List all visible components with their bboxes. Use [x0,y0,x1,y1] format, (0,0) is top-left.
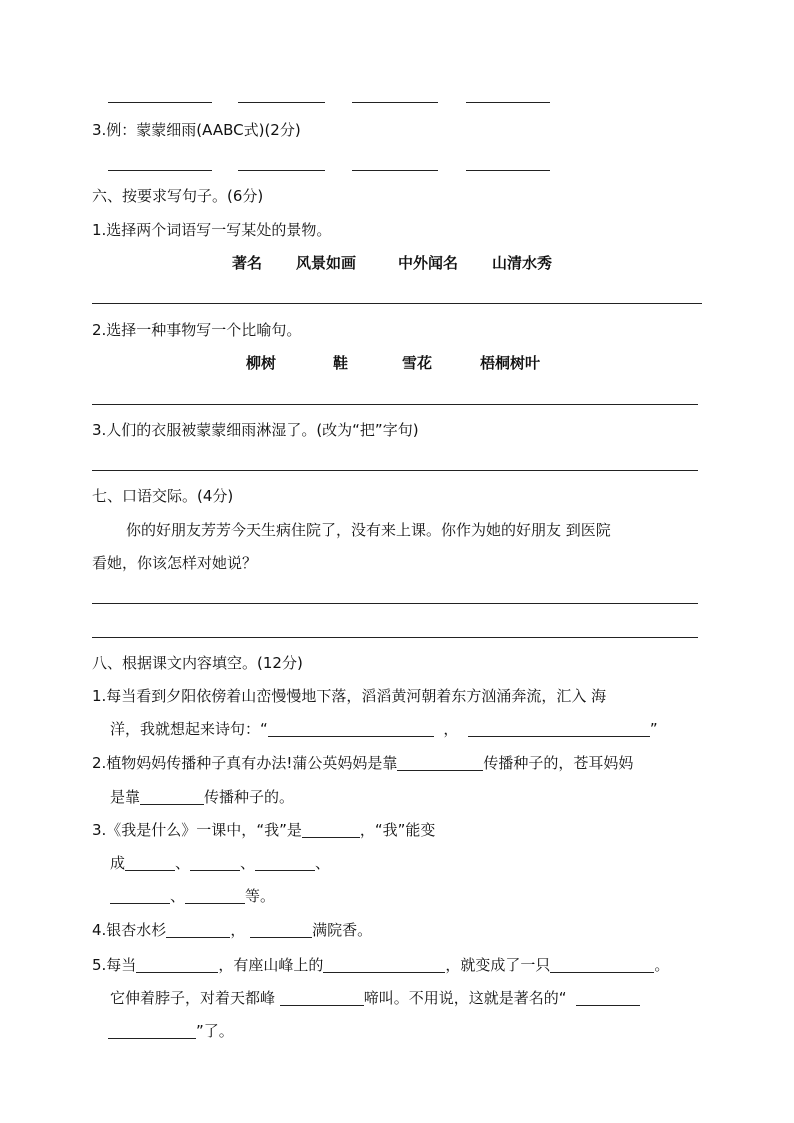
answer-line[interactable] [92,603,698,604]
answer-blank[interactable] [323,956,445,973]
answer-blank[interactable] [125,854,175,871]
answer-blank[interactable] [250,921,312,938]
answer-blank[interactable] [110,887,170,904]
answer-blank[interactable] [466,170,550,171]
question-8-5-line3: ”了。 [108,1021,234,1041]
answer-blank[interactable] [550,956,654,973]
word-option: 鞋 [333,354,349,372]
word-option: 雪花 [402,354,433,372]
answer-blank[interactable] [468,720,650,737]
answer-blank[interactable] [268,720,434,737]
answer-line[interactable] [92,470,698,471]
question-8-3-line2: 成 、 、 、 [110,854,331,872]
word-option: 中外闻名 [398,254,459,272]
word-option: 梧桐树叶 [480,354,541,372]
answer-blank[interactable] [352,102,438,103]
answer-blank[interactable] [140,788,204,805]
prompt-line-1: 你的好朋友芳芳今天生病住院了，没有来上课。你作为她的好朋友 到医院 [126,521,611,539]
section-6-heading: 六、按要求写句子。(6分) [92,187,264,205]
answer-line[interactable] [92,303,702,304]
answer-blank[interactable] [466,102,550,103]
question-8-4: 4.银杏水杉 ， 满院香。 [92,921,373,939]
answer-blank[interactable] [190,854,240,871]
section-8-heading: 八、根据课文内容填空。(12分) [92,654,303,672]
word-option: 著名 [232,254,263,272]
answer-blank[interactable] [397,754,483,771]
question-6-3: 3.人们的衣服被蒙蒙细雨淋湿了。(改为“把”字句) [92,421,419,439]
word-option: 风景如画 [296,254,357,272]
question-8-5-line1: 5.每当 ，有座山峰上的 ，就变成了一只 。 [92,956,670,974]
answer-blank[interactable] [166,921,230,938]
answer-blank[interactable] [255,854,315,871]
answer-blank[interactable] [238,170,325,171]
question-8-5-line2: 它伸着脖子，对着天都峰 啼叫。不用说，这就是著名的“ [110,988,640,1008]
word-option: 柳树 [246,354,277,372]
answer-blank[interactable] [238,102,325,103]
question-8-3-line1: 3.《我是什么》一课中，“我”是 ，“我”能变 [92,821,436,839]
question-8-2-line1: 2.植物妈妈传播种子真有办法!蒲公英妈妈是靠 传播种子的，苍耳妈妈 [92,754,634,772]
word-option: 山清水秀 [492,254,553,272]
answer-blank[interactable] [108,1022,196,1039]
answer-blank[interactable] [576,989,640,1006]
question-8-3-line3: 、 等。 [110,886,275,906]
answer-line[interactable] [92,404,698,405]
question-5-3: 3.例：蒙蒙细雨(AABC式)(2分) [92,121,301,139]
answer-blank[interactable] [108,102,212,103]
question-8-1-line2: 洋，我就想起来诗句：“ ， ” [110,720,658,738]
answer-line[interactable] [92,637,698,638]
answer-blank[interactable] [108,170,212,171]
question-8-2-line2: 是靠 传播种子的。 [110,788,295,806]
answer-blank[interactable] [352,170,438,171]
answer-blank[interactable] [185,887,245,904]
answer-blank[interactable] [136,956,218,973]
question-6-2: 2.选择一种事物写一个比喻句。 [92,321,302,339]
question-8-1-line1: 1.每当看到夕阳依傍着山峦慢慢地下落，滔滔黄河朝着东方汹涌奔流，汇入 海 [92,687,607,705]
answer-blank[interactable] [302,821,360,838]
question-6-1: 1.选择两个词语写一写某处的景物。 [92,221,332,239]
section-7-heading: 七、口语交际。(4分) [92,487,234,505]
prompt-line-2: 看她，你该怎样对她说？ [92,554,258,572]
answer-blank[interactable] [280,989,364,1006]
